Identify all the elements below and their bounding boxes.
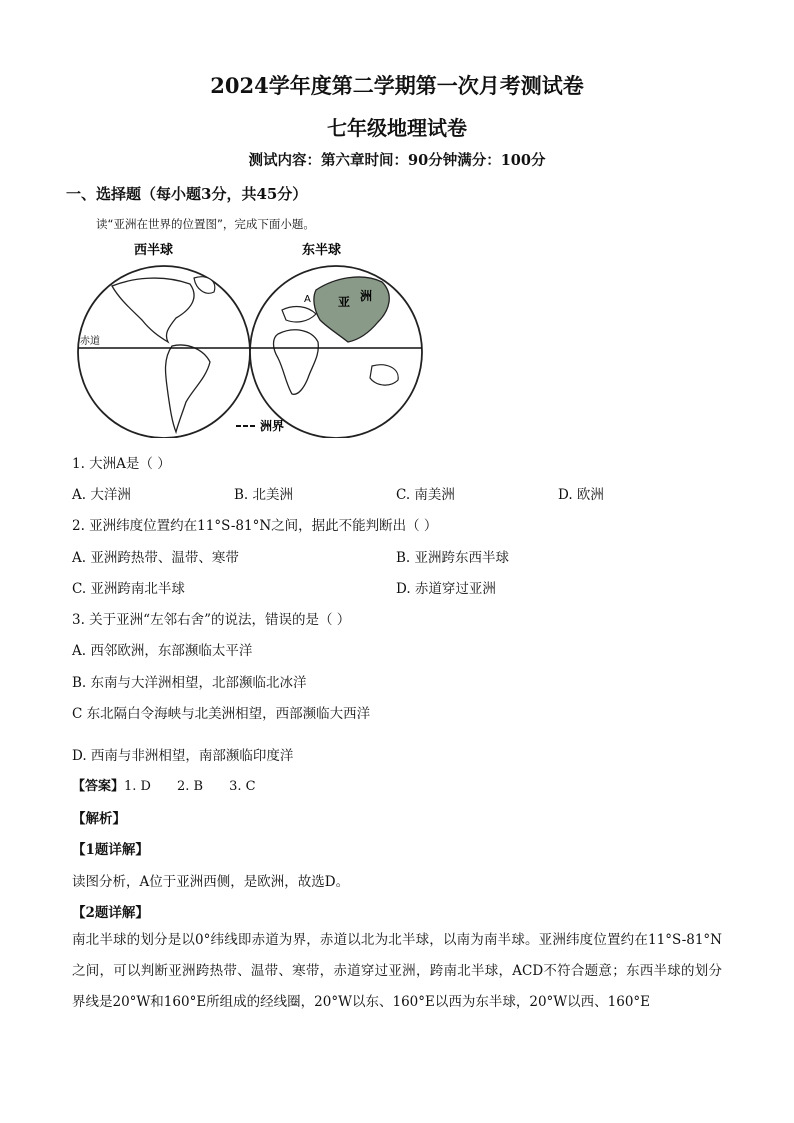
- question-3-option-b[interactable]: B. 东南与大洋洲相望，北部濒临北冰洋: [72, 675, 307, 691]
- section-heading: 一、选择题（每小题3分，共45分）: [66, 185, 308, 203]
- exam-info: 测试内容：第六章时间：90分钟满分：100分: [248, 152, 546, 169]
- asia-label-char1: 亚: [338, 295, 351, 309]
- question-3-option-d[interactable]: D. 西南与非洲相望，南部濒临印度洋: [72, 748, 294, 764]
- answer-label: 【答案】: [72, 779, 125, 794]
- detail-1-text: 读图分析，A位于亚洲西侧，是欧洲，故选D。: [72, 874, 350, 890]
- analysis-label: 【解析】: [72, 811, 126, 827]
- continent-a-marker: A: [304, 294, 311, 305]
- exam-subtitle: 七年级地理试卷: [327, 116, 467, 140]
- question-1-option-b[interactable]: B. 北美洲: [234, 487, 294, 503]
- answer-2: 2. B: [176, 779, 204, 794]
- question-2-option-d[interactable]: D. 赤道穿过亚洲: [396, 581, 496, 597]
- answer-1: 1. D: [124, 779, 151, 794]
- question-1-stem: 1. 大洲A是（ ）: [72, 456, 171, 472]
- question-2-option-b[interactable]: B. 亚洲跨东西半球: [396, 550, 510, 566]
- question-3-option-a[interactable]: A. 西邻欧洲，东部濒临太平洋: [72, 643, 253, 659]
- detail-2-label: 【2题详解】: [72, 905, 149, 921]
- question-3-stem: 3. 关于亚洲“左邻右舍”的说法，错误的是（ ）: [72, 612, 351, 628]
- question-2-stem: 2. 亚洲纬度位置约在11°S-81°N之间，据此不能判断出（ ）: [72, 518, 438, 534]
- question-1-option-a[interactable]: A. 大洋洲: [72, 487, 131, 503]
- map-caption: 读“亚洲在世界的位置图”，完成下面小题。: [96, 217, 315, 231]
- west-hemisphere-label: 西半球: [134, 243, 174, 258]
- east-hemisphere-label: 东半球: [302, 243, 342, 258]
- question-2-option-a[interactable]: A. 亚洲跨热带、温带、寒带: [72, 550, 239, 566]
- question-3-option-c[interactable]: C 东北隔白令海峡与北美洲相望，西部濒临大西洋: [72, 706, 371, 722]
- detail-1-label: 【1题详解】: [72, 842, 149, 858]
- asia-label-char2: 洲: [360, 289, 373, 303]
- world-map-figure: [72, 238, 432, 438]
- eastern-hemisphere-globe: [250, 266, 422, 438]
- question-2-option-c[interactable]: C. 亚洲跨南北半球: [72, 581, 185, 597]
- western-hemisphere-globe: [78, 266, 250, 438]
- exam-title: 2024学年度第二学期第一次月考测试卷: [210, 73, 584, 98]
- equator-label: 赤道: [80, 336, 100, 347]
- question-1-option-d[interactable]: D. 欧洲: [558, 487, 604, 503]
- answer-line: [72, 775, 256, 794]
- detail-2-text: 南北半球的划分是以0°纬线即赤道为界，赤道以北为北半球，以南为南半球。亚洲纬度位置约在11°S-81°N之间，可以判断亚洲跨热带、温带、寒带，赤道穿过亚洲，跨南北半球，ACD不符合题意；东西半球的划分界线是20°W和160°E所组成的经线圈，20°W以东、160°E以西为东半球，20°W以西、160°E: [72, 932, 722, 1010]
- answer-3: 3. C: [229, 779, 256, 794]
- boundary-legend-label: 洲界: [260, 419, 285, 433]
- question-1-option-c[interactable]: C. 南美洲: [396, 487, 455, 503]
